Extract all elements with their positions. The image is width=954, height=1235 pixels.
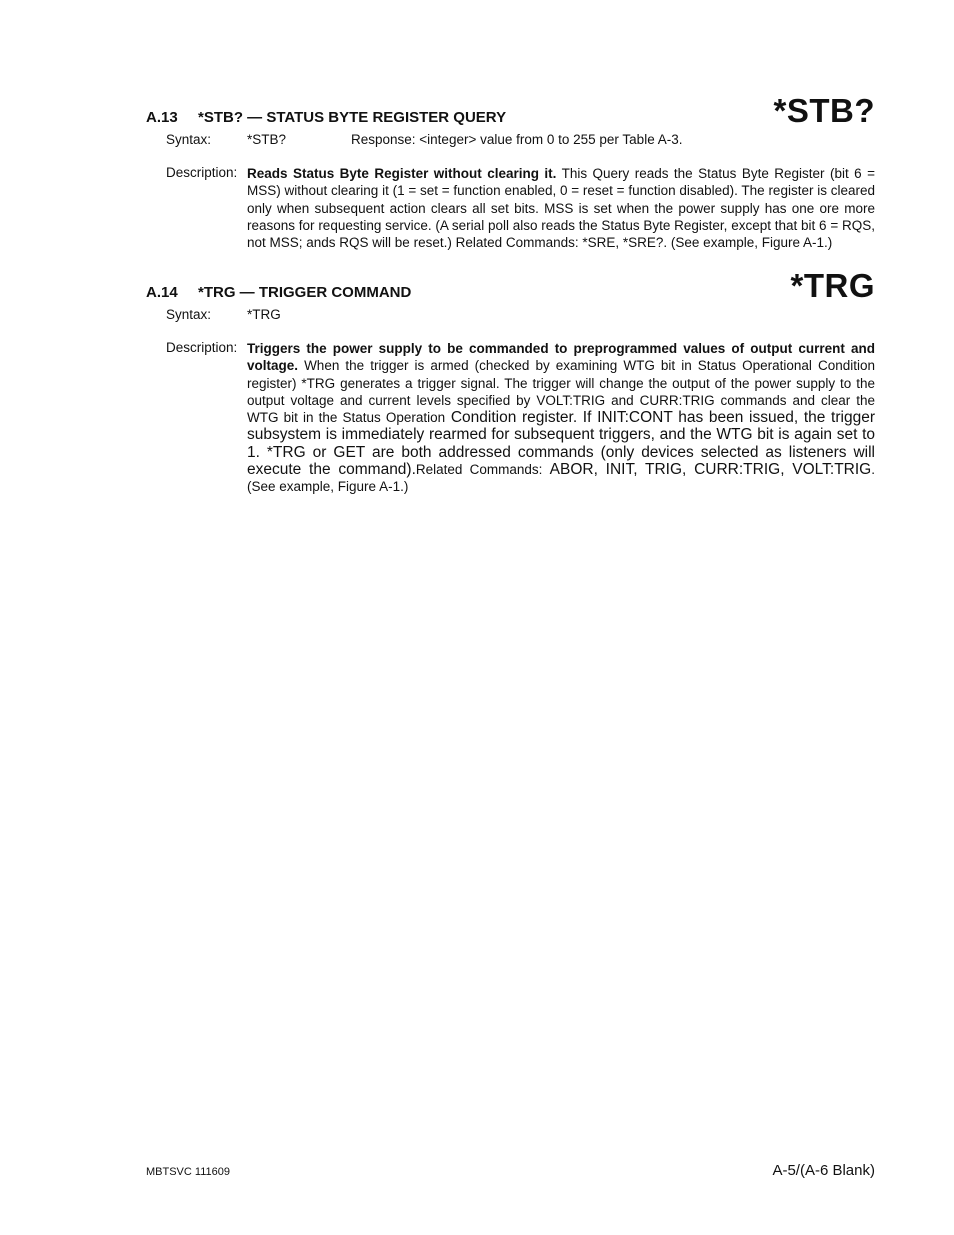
description-bold: Triggers the power supply to be commanded to preprogrammed values of output current and voltage. xyxy=(247,341,875,374)
section-number: A.13 xyxy=(146,109,178,126)
section-number: A.14 xyxy=(146,284,178,301)
footer-page-number: A-5/(A-6 Blank) xyxy=(772,1162,875,1179)
description-body: When the trigger is armed (checked by examining WTG bit in Status Operational Condition register) *TRG generates a trigger signal. The trigger will change the output of the power supply to the output voltage and current levels specified by VOLT:TRIG and CURR:TRIG commands and clear the WTG bit in the Status Operation xyxy=(247,358,875,426)
description-body-large: Condition register. If INIT:CONT has been issued, the trigger subsystem is immediately rearmed for subsequent triggers, and the WTG bit is again set to 1. *TRG or GET are both addressed commands (only devices selected as listeners will execute the command). xyxy=(247,409,875,479)
command-banner-stb: *STB? xyxy=(773,92,875,129)
section-title-stb xyxy=(146,109,506,126)
description-text xyxy=(247,340,875,496)
syntax-label: Syntax: xyxy=(166,132,212,147)
syntax-label: Syntax: xyxy=(166,307,212,322)
command-banner-trg: *TRG xyxy=(790,267,875,304)
related-commands-list: ABOR, INIT, TRIG, CURR:TRIG, VOLT:TRIG xyxy=(549,461,872,479)
description-end: . (See example, Figure A-1.) xyxy=(247,462,875,495)
description-label: Description: xyxy=(166,165,238,180)
section-heading: *STB? — STATUS BYTE REGISTER QUERY xyxy=(198,109,507,126)
description-body: This Query reads the Status Byte Register (bit 6 = MSS) without clearing it (1 = set = function enabled, 0 = reset = function disabled). The register is cleared only when subsequent action clears all set bits. MSS is set when the power supply has one ore more reasons for requesting service. (A serial poll also reads the Status Byte Register, except that bit 6 = RQS, not MSS; ands RQS will be reset.) Related Commands: *SRE, *SRE?. (See example, Figure A-1.) xyxy=(247,166,875,251)
section-title-trg xyxy=(146,284,411,301)
related-commands-label: Related Commands: xyxy=(415,462,550,478)
syntax-value: *STB? xyxy=(247,132,287,147)
response-text: Response: <integer> value from 0 to 255 per Table A-3. xyxy=(351,132,683,147)
syntax-value: *TRG xyxy=(247,307,281,322)
footer-doc-id: MBTSVC 111609 xyxy=(146,1166,230,1178)
description-label: Description: xyxy=(166,340,238,355)
description-bold: Reads Status Byte Register without clearing it. xyxy=(247,166,557,181)
section-heading: *TRG — TRIGGER COMMAND xyxy=(198,284,412,301)
description-text xyxy=(247,165,875,251)
